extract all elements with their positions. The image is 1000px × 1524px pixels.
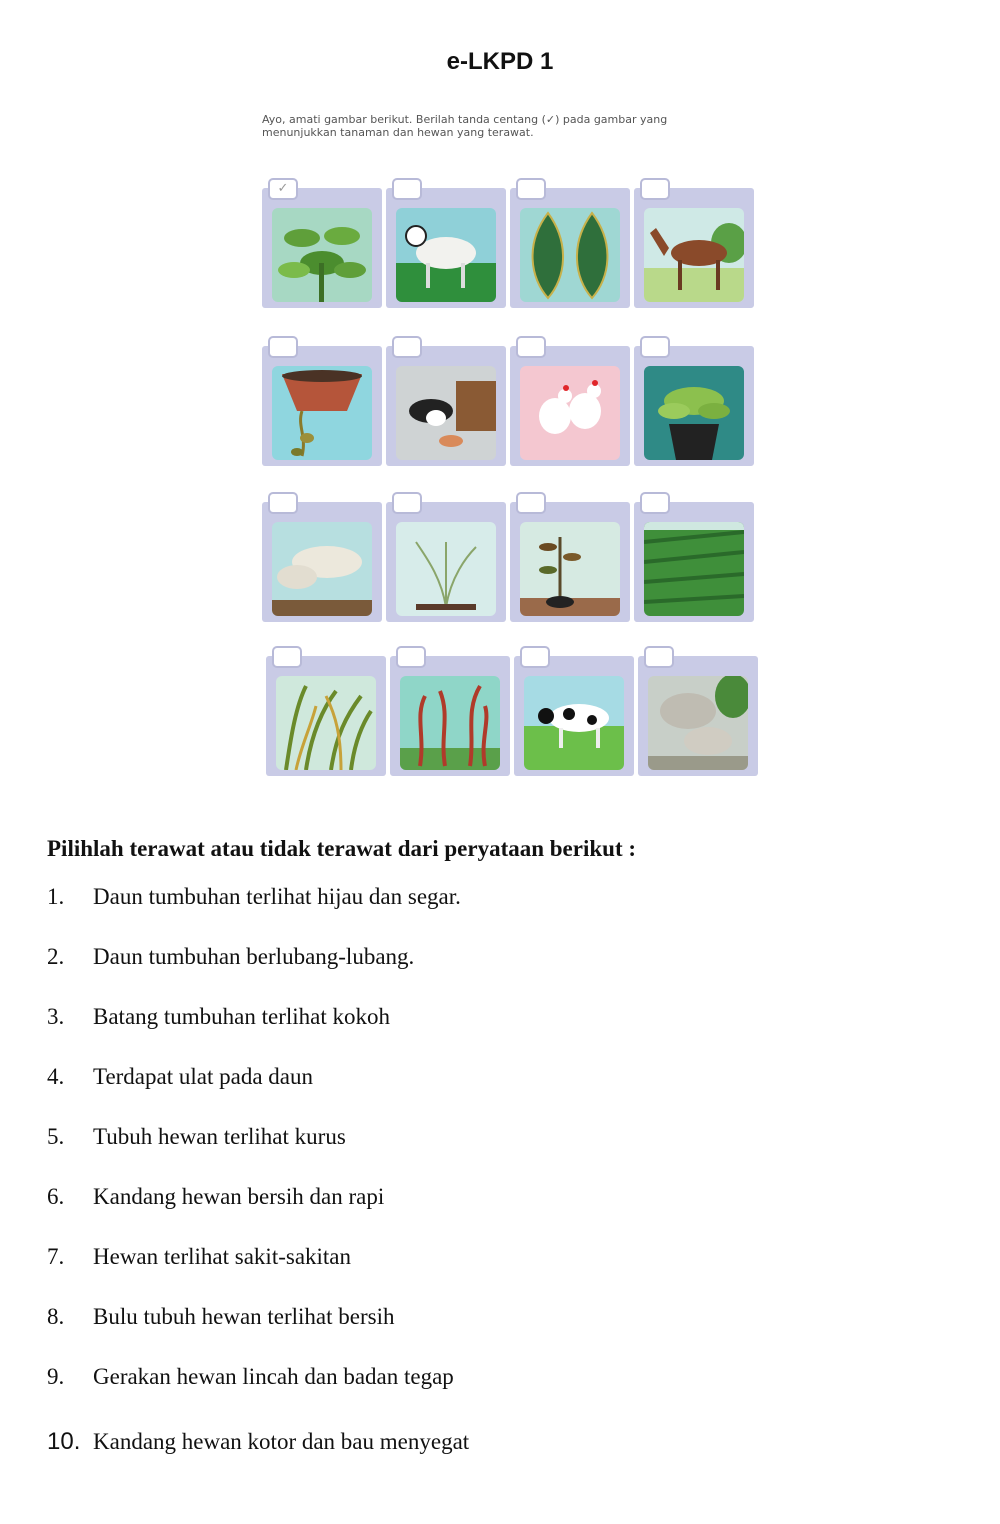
question-number: 5. (47, 1124, 65, 1149)
rice-field-illustration (644, 522, 744, 616)
question-text: Kandang hewan kotor dan bau menyegat (93, 1429, 470, 1454)
question-number: 7. (47, 1244, 65, 1269)
checkbox[interactable] (640, 178, 670, 200)
question-text: Tubuh hewan terlihat kurus (93, 1124, 346, 1149)
goat-illustration (396, 208, 496, 302)
picture-grid (262, 178, 752, 778)
cat-illustration (396, 366, 496, 460)
checkbox[interactable]: ✓ (268, 178, 298, 200)
question-item (47, 1124, 346, 1154)
card-cat (386, 336, 508, 468)
card-dry-plant (386, 492, 508, 624)
question-text: Batang tumbuhan terlihat kokoh (93, 1004, 391, 1029)
instruction-text: Ayo, amati gambar berikut. Berilah tanda centang (✓) pada gambar yang menunjukkan tanaman dan hewan yang terawat. (262, 113, 668, 139)
dairy-cow-illustration (524, 676, 624, 770)
checkbox[interactable] (516, 336, 546, 358)
question-item (47, 1304, 395, 1334)
question-item (47, 884, 461, 914)
dry-plant-illustration (396, 522, 496, 616)
question-text: Terdapat ulat pada daun (93, 1064, 313, 1089)
healthy-plant-illustration (272, 208, 372, 302)
checkbox[interactable] (272, 646, 302, 668)
card-rice-field (634, 492, 756, 624)
checkbox[interactable] (392, 492, 422, 514)
wilted-plant-illustration (520, 522, 620, 616)
checkbox[interactable] (640, 492, 670, 514)
checkbox[interactable] (268, 336, 298, 358)
question-item (47, 944, 414, 974)
card-dairy-cow (514, 646, 636, 778)
checkbox[interactable] (396, 646, 426, 668)
card-wilted-pot-plant (262, 336, 384, 468)
card-potted-plant (634, 336, 756, 468)
checkbox[interactable] (520, 646, 550, 668)
question-number: 2. (47, 944, 65, 969)
checkbox[interactable] (516, 492, 546, 514)
card-dirty-sheep (638, 646, 760, 778)
checkbox[interactable] (644, 646, 674, 668)
question-number: 8. (47, 1304, 65, 1329)
dry-stems-illustration (400, 676, 500, 770)
question-text: Bulu tubuh hewan terlihat bersih (93, 1304, 395, 1329)
checkbox[interactable] (392, 178, 422, 200)
checkbox[interactable] (640, 336, 670, 358)
wilted-pot-plant-illustration (272, 366, 372, 460)
grass-illustration (276, 676, 376, 770)
question-number: 10. (47, 1428, 81, 1455)
dirty-sheep-illustration (648, 676, 748, 770)
question-item (47, 1184, 384, 1214)
chickens-illustration (520, 366, 620, 460)
question-item (47, 1244, 351, 1274)
leaves-illustration (520, 208, 620, 302)
card-thin-cows (262, 492, 384, 624)
questions-heading: Pilihlah terawat atau tidak terawat dari peryataan berikut : (47, 836, 637, 861)
card-healthy-plant (262, 178, 384, 310)
question-item (47, 1428, 469, 1458)
card-goat (386, 178, 508, 310)
card-chickens (510, 336, 632, 468)
question-item (47, 1364, 454, 1394)
checkbox[interactable] (268, 492, 298, 514)
checkbox[interactable] (392, 336, 422, 358)
question-number: 1. (47, 884, 65, 909)
question-text: Hewan terlihat sakit-sakitan (93, 1244, 352, 1269)
question-number: 9. (47, 1364, 65, 1389)
question-text: Daun tumbuhan berlubang-lubang. (93, 944, 415, 969)
card-dry-stems (390, 646, 512, 778)
horse-illustration (644, 208, 744, 302)
question-item (47, 1004, 390, 1034)
question-number: 6. (47, 1184, 65, 1209)
checkbox[interactable] (516, 178, 546, 200)
card-horse (634, 178, 756, 310)
thin-cows-illustration (272, 522, 372, 616)
potted-plant-illustration (644, 366, 744, 460)
question-number: 3. (47, 1004, 65, 1029)
question-text: Kandang hewan bersih dan rapi (93, 1184, 385, 1209)
page-title: e-LKPD 1 (446, 48, 554, 75)
question-number: 4. (47, 1064, 65, 1089)
question-text: Daun tumbuhan terlihat hijau dan segar. (93, 884, 461, 909)
question-text: Gerakan hewan lincah dan badan tegap (93, 1364, 454, 1389)
card-leaves (510, 178, 632, 310)
question-item (47, 1064, 313, 1094)
card-grass (266, 646, 388, 778)
card-wilted-plant (510, 492, 632, 624)
